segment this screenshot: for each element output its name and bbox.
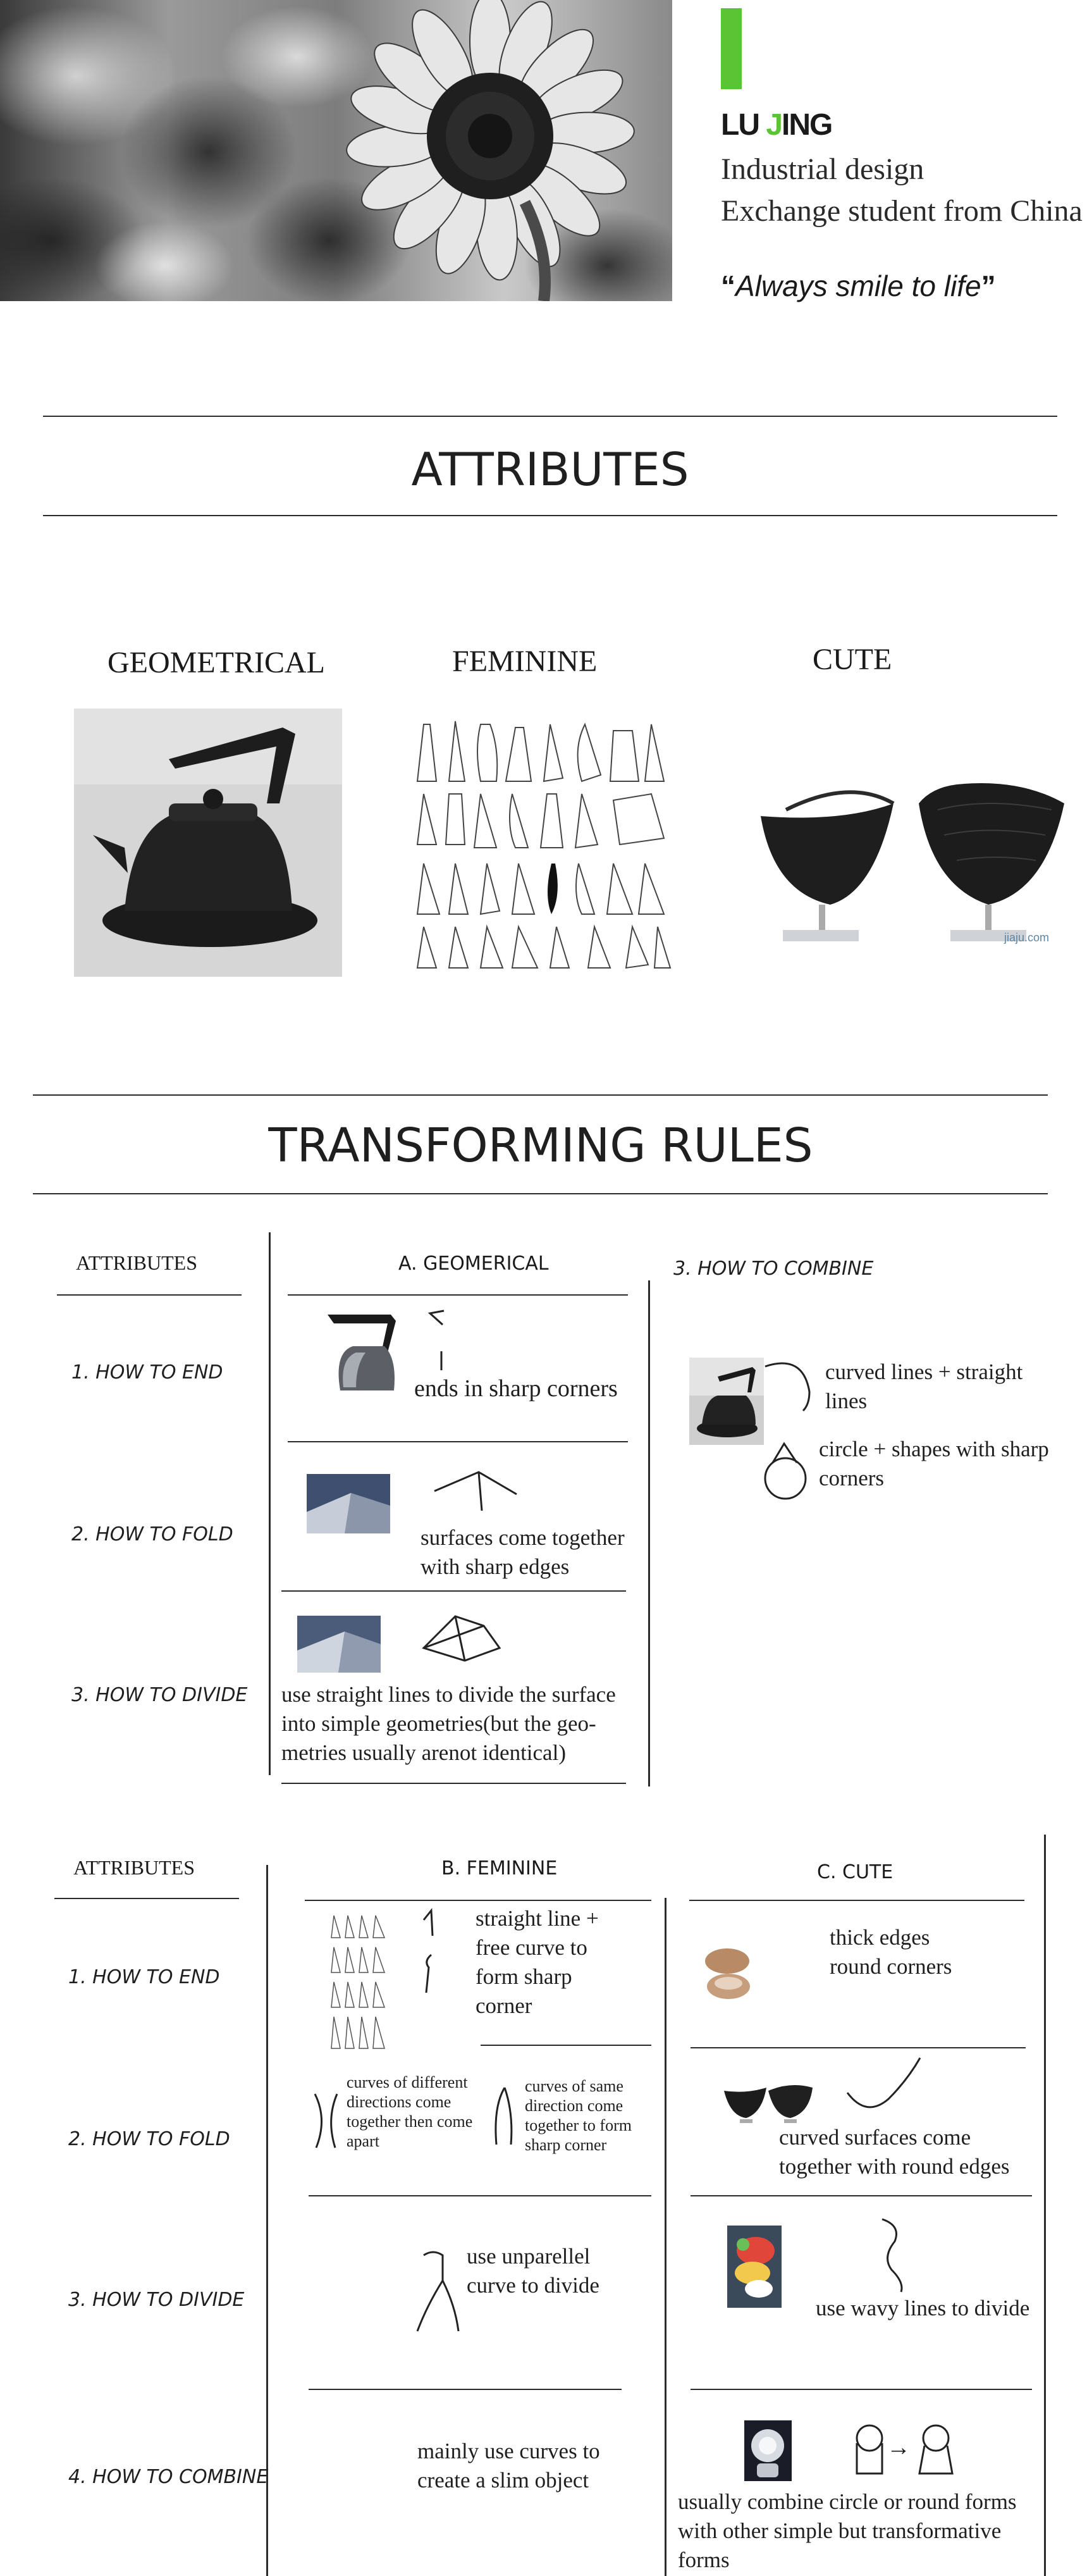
transform-sketch-b: [917, 2424, 955, 2476]
table2-row2-rule-b: [691, 2195, 1032, 2196]
sketches-thumb: [329, 1909, 390, 2055]
curve-line-sketch: [759, 1354, 816, 1417]
table2-divider-mid: [665, 1898, 666, 2576]
name-accent: J: [766, 108, 782, 142]
table2-row4-feminine: mainly use curves to create a slim object: [417, 2439, 600, 2492]
table1-combine-note1: curved lines + straight lines: [825, 1359, 1023, 1413]
table2-row2-label: 2. HOW TO FOLD: [68, 2128, 230, 2150]
architecture-thumb-2: [297, 1616, 381, 1673]
table2-header-feminine: B. FEMININE: [441, 1857, 558, 1879]
table2-row2-cute: curved surfaces come together with round edges: [779, 2125, 1010, 2179]
transform-sketch-a: [851, 2424, 886, 2476]
accent-bar: [721, 8, 742, 89]
rules-bottom-rule: [33, 1193, 1048, 1194]
chair-thumb-wood: [702, 1933, 755, 2009]
table2-header-rule-right: [689, 1900, 1024, 1901]
kettle-thumb-combine: [689, 1358, 764, 1445]
name-part2: ING: [782, 108, 832, 142]
table2-divider-right: [1044, 1835, 1046, 2576]
round-curve-sketch: [844, 2055, 926, 2118]
transform-arrow: →: [887, 2434, 911, 2461]
table1-row2-rule: [281, 1590, 626, 1592]
cute-chairs-image: [748, 715, 1077, 968]
table2-row1-feminine: straight line + free curve to form sharp corner: [476, 1906, 599, 2018]
table1-row3-label: 3. HOW TO DIVIDE: [71, 1684, 248, 1706]
table2-row2-rule-a: [309, 2195, 651, 2196]
attributes-bottom-rule: [43, 515, 1057, 516]
table1-header-rule-mid: [288, 1294, 628, 1296]
quote-open: “: [721, 269, 735, 302]
table1-header-combine: 3. HOW TO COMBINE: [673, 1258, 874, 1280]
table2-row2-feminine-b: curves of same direction come together to form sharp corner: [525, 2077, 632, 2154]
table1-header-rule-left: [57, 1294, 242, 1296]
rules-title: TRANSFORMING RULES: [268, 1118, 813, 1173]
header-line1: Industrial design: [721, 152, 924, 186]
image-watermark: jiaju.com: [1004, 931, 1050, 944]
table1-header-geometrical: A. GEOMERICAL: [398, 1253, 549, 1275]
table2-row3-rule-b: [691, 2389, 1032, 2390]
table2-row1-rule-a: [481, 2045, 651, 2046]
table2-row1-cute: thick edges round corners: [830, 1925, 952, 1979]
header-line2: Exchange student from China: [721, 194, 1083, 228]
feminine-sketches-image: [411, 712, 677, 971]
table1-row1-note: ends in sharp corners: [414, 1375, 618, 1402]
fold-sketch: [431, 1469, 520, 1513]
table1-row2-label: 2. HOW TO FOLD: [71, 1523, 233, 1545]
table2-row2-feminine-a: curves of different directions come together then come apart: [347, 2073, 473, 2150]
table2-row3-rule-a: [309, 2389, 622, 2390]
quote-text: Always smile to life: [735, 269, 981, 302]
end-sketch-feminine: [417, 1904, 443, 1999]
table2-header-attributes: ATTRIBUTES: [73, 1856, 195, 1879]
table1-combine-note2: circle + shapes with sharp corners: [819, 1437, 1049, 1490]
sunflower-photo: [0, 0, 672, 301]
table1-row2-note: surfaces come together with sharp edges: [421, 1525, 625, 1579]
wavy-line-sketch: [876, 2213, 914, 2295]
chairs-thumb-black: [721, 2075, 816, 2129]
table2-row4-label: 4. HOW TO COMBINE: [68, 2466, 269, 2488]
attributes-top-rule: [43, 416, 1057, 417]
attribute-label-cute: CUTE: [813, 643, 892, 676]
fold-sketch-different: [309, 2088, 340, 2157]
table2-header-cute: C. CUTE: [817, 1861, 894, 1883]
table1-bottom-rule: [281, 1783, 626, 1784]
table2-row3-cute: use wavy lines to divide: [816, 2296, 1030, 2320]
lamp-thumb: [744, 2420, 792, 2481]
divide-sketch: [421, 1613, 506, 1664]
geometrical-kettle-image: [74, 709, 342, 977]
table1-row1-label: 1. HOW TO END: [71, 1361, 223, 1384]
table1-divider-left: [269, 1232, 271, 1775]
circle-shape-sketch: [759, 1437, 809, 1507]
table1-header-attributes: ATTRIBUTES: [76, 1251, 197, 1274]
name-part1: LU: [721, 108, 766, 142]
table1-row1-rule: [288, 1441, 628, 1442]
kettle-thumb: [321, 1302, 402, 1398]
architecture-thumb-1: [307, 1474, 390, 1533]
author-name: [721, 108, 832, 143]
table2-row1-label: 1. HOW TO END: [68, 1966, 220, 1988]
attribute-label-feminine: FEMININE: [452, 645, 598, 678]
table2-header-rule-mid: [305, 1900, 651, 1901]
table2-row4-cute: usually combine circle or round forms with other simple but transformative forms: [678, 2489, 1017, 2572]
fold-sketch-same: [487, 2081, 519, 2151]
attribute-label-geometrical: GEOMETRICAL: [107, 646, 325, 679]
table1-row3-note: use straight lines to divide the surface into simple geometries(but the geo-metries usually arenot identical): [281, 1682, 616, 1765]
table2-row3-label: 3. HOW TO DIVIDE: [68, 2289, 245, 2311]
unparallel-curve-sketch: [414, 2243, 465, 2338]
header-quote: [721, 269, 996, 303]
table2-row1-rule-b: [691, 2047, 1026, 2048]
table2-row3-feminine: use unparellel curve to divide: [467, 2244, 599, 2298]
colorful-object-thumb: [727, 2226, 782, 2308]
quote-close: ”: [981, 269, 996, 302]
rules-top-rule: [33, 1094, 1048, 1096]
sharp-corner-sketch: [425, 1307, 455, 1383]
table2-header-rule-left: [54, 1898, 239, 1899]
attributes-title: ATTRIBUTES: [411, 443, 689, 496]
